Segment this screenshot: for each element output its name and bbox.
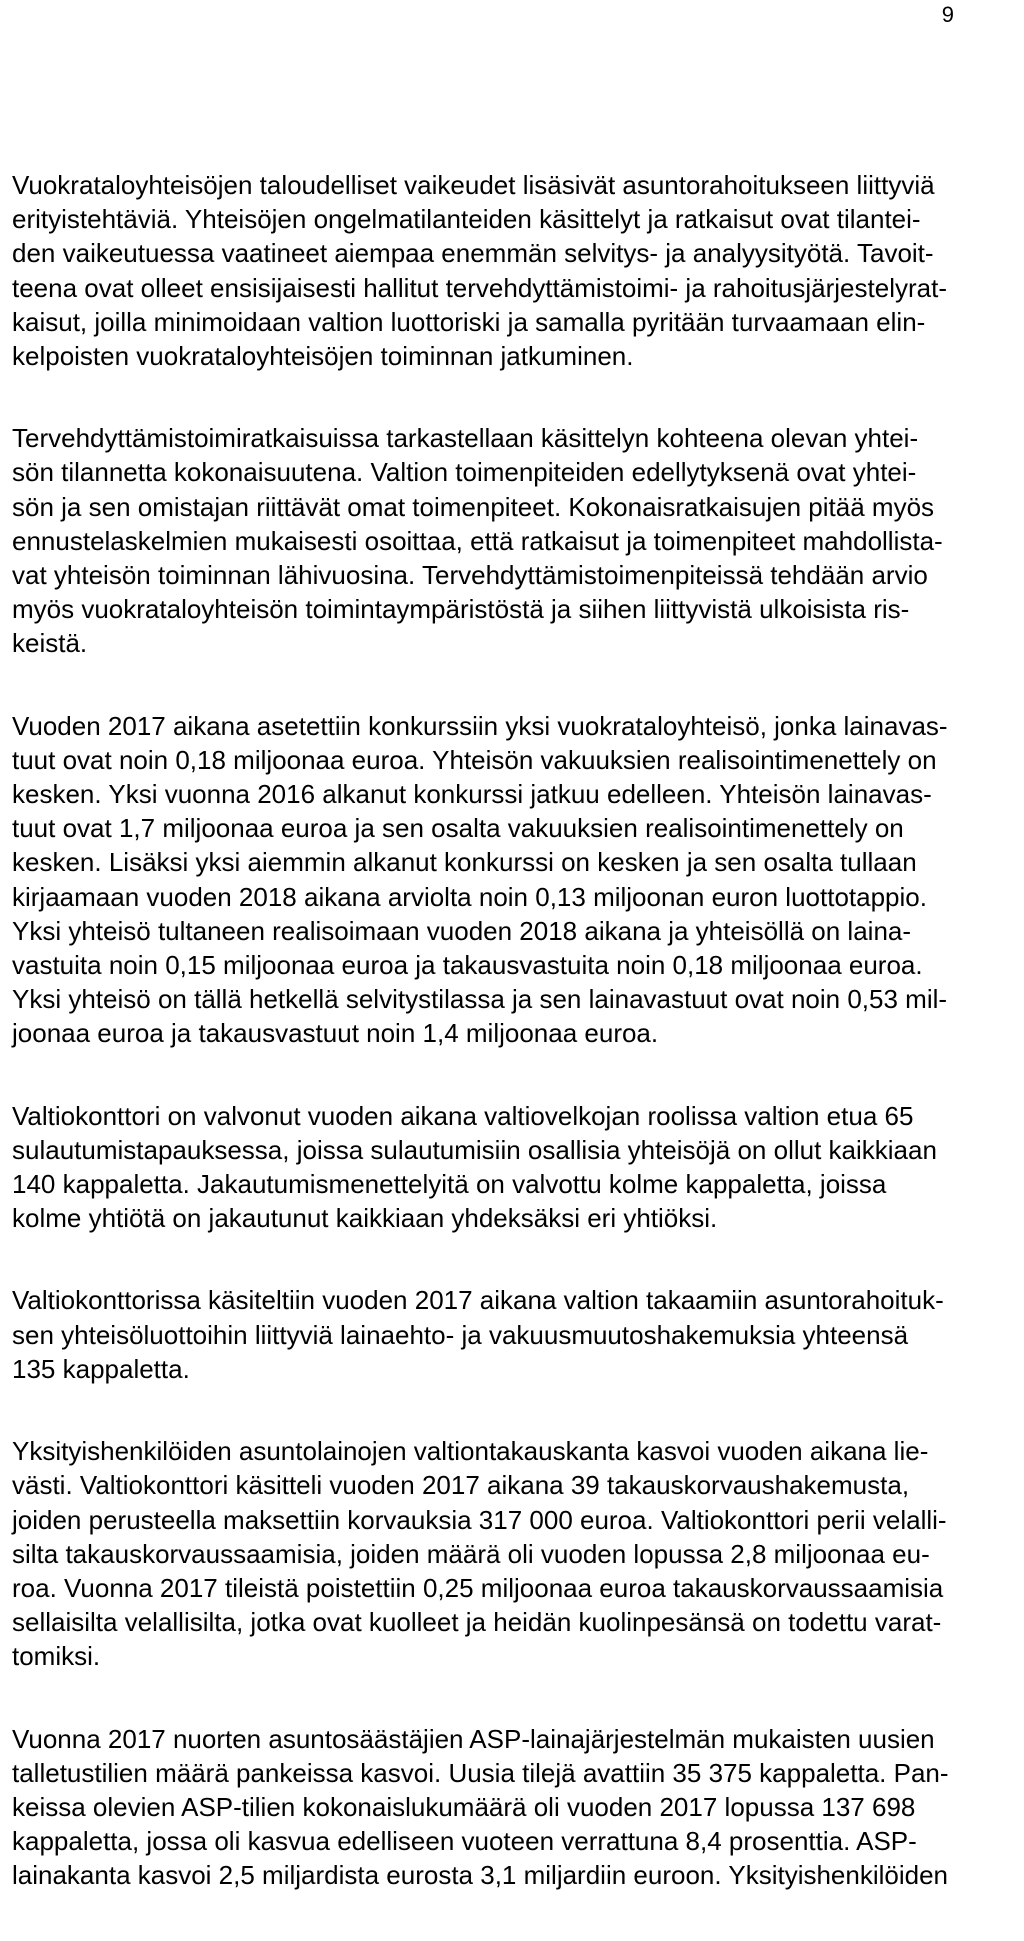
text-line: teena ovat olleet ensisijaisesti hallitut tervehdyttämistoimi- ja rahoitusjärjestelyrat- (12, 272, 947, 303)
text-line: Vuoden 2017 aikana asetettiin konkurssiin yksi vuokrataloyhteisö, jonka lainavas- (12, 710, 948, 741)
text-line: keistä. (12, 628, 88, 659)
text-line: joiden perusteella maksettiin korvauksia 317 000 euroa. Valtiokonttori perii velalli- (12, 1504, 947, 1535)
text-line: lainakanta kasvoi 2,5 miljardista eurosta 3,1 miljardiin euroon. Yksityishenkilöiden (12, 1860, 949, 1891)
text-line: vastuita noin 0,15 miljoonaa euroa ja takausvastuita noin 0,18 miljoonaa euroa. (12, 950, 923, 981)
text-line: erityistehtäviä. Yhteisöjen ongelmatilanteiden käsittelyt ja ratkaisut ovat tilantei- (12, 204, 921, 235)
text-line: roa. Vuonna 2017 tileistä poistettiin 0,25 miljoonaa euroa takauskorvaussaamisia (12, 1572, 944, 1603)
text-line: Tervehdyttämistoimiratkaisuissa tarkastellaan käsittelyn kohteena olevan yhtei- (12, 423, 919, 454)
text-line: kirjaamaan vuoden 2018 aikana arviolta noin 0,13 miljoonan euron luottotappio. (12, 881, 927, 912)
text-line: kaisut, joilla minimoidaan valtion luottoriski ja samalla pyritään turvaamaan elin- (12, 306, 926, 337)
text-line: kappaletta, jossa oli kasvua edelliseen vuoteen verrattuna 8,4 prosenttia. ASP- (12, 1826, 917, 1857)
paragraph (12, 709, 1012, 1051)
text-line: kelpoisten vuokrataloyhteisöjen toiminnan jatkuminen. (12, 341, 634, 372)
text-line: Valtiokonttori on valvonut vuoden aikana valtiovelkojan roolissa valtion etua 65 (12, 1100, 914, 1131)
text-line: sön tilannetta kokonaisuutena. Valtion toimenpiteiden edellytyksenä ovat yhtei- (12, 457, 917, 488)
text-line: talletustilien määrä pankeissa kasvoi. Uusia tilejä avattiin 35 375 kappaletta. Pan- (12, 1757, 949, 1788)
text-line: sulautumistapauksessa, joissa sulautumisiin osallisia yhteisöjä on ollut kaikkiaan (12, 1134, 937, 1165)
paragraph (12, 1099, 1012, 1236)
text-line: Yksi yhteisö tultaneen realisoimaan vuoden 2018 aikana ja yhteisöllä on laina- (12, 915, 912, 946)
text-line: Vuokrataloyhteisöjen taloudelliset vaikeudet lisäsivät asuntorahoitukseen liittyviä (12, 170, 935, 200)
body-text (12, 168, 1012, 1941)
text-line: sellaisilta velallisilta, jotka ovat kuolleet ja heidän kuolinpesänsä on todettu varat- (12, 1607, 942, 1638)
text-line: kesken. Lisäksi yksi aiemmin alkanut konkurssi on kesken ja sen osalta tullaan (12, 847, 917, 878)
page-number: 9 (941, 2, 954, 27)
paragraph (12, 1722, 1012, 1893)
text-line: vat yhteisön toiminnan lähivuosina. Tervehdyttämistoimenpiteissä tehdään arvio (12, 560, 928, 591)
text-line: tuut ovat noin 0,18 miljoonaa euroa. Yhteisön vakuuksien realisointimenettely on (12, 744, 937, 775)
text-line: 135 kappaletta. (12, 1353, 190, 1384)
text-line: keissa olevien ASP-tilien kokonaislukumäärä oli vuoden 2017 lopussa 137 698 (12, 1791, 916, 1822)
text-line: Yksi yhteisö on tällä hetkellä selvitystilassa ja sen lainavastuut ovat noin 0,53 mil- (12, 984, 948, 1015)
paragraph (12, 421, 1012, 660)
text-line: tuut ovat 1,7 miljoonaa euroa ja sen osalta vakuuksien realisointimenettely on (12, 813, 904, 844)
text-line: 140 kappaletta. Jakautumismenettelyitä on valvottu kolme kappaletta, joissa (12, 1169, 887, 1200)
text-line: silta takauskorvaussaamisia, joiden määrä oli vuoden lopussa 2,8 miljoonaa eu- (12, 1538, 930, 1569)
text-line: Valtiokonttorissa käsiteltiin vuoden 2017 aikana valtion takaamiin asuntorahoituk- (12, 1285, 944, 1316)
text-line: sön ja sen omistajan riittävät omat toimenpiteet. Kokonaisratkaisujen pitää myös (12, 491, 935, 522)
text-line: västi. Valtiokonttori käsitteli vuoden 2017 aikana 39 takauskorvaushakemusta, (12, 1470, 910, 1501)
text-line: Vuonna 2017 nuorten asuntosäästäjien ASP-lainajärjestelmän mukaisten uusien (12, 1723, 935, 1754)
text-line: kolme yhtiötä on jakautunut kaikkiaan yhdeksäksi eri yhtiöksi. (12, 1203, 718, 1234)
paragraph (12, 1434, 1012, 1673)
text-line: joonaa euroa ja takausvastuut noin 1,4 miljoonaa euroa. (12, 1018, 659, 1049)
text-line: den vaikeutuessa vaatineet aiempaa enemmän selvitys- ja analyysityötä. Tavoit- (12, 238, 934, 269)
text-line: myös vuokrataloyhteisön toimintaympäristöstä ja siihen liittyvistä ulkoisista ris- (12, 594, 910, 625)
text-line: kesken. Yksi vuonna 2016 alkanut konkurssi jatkuu edelleen. Yhteisön lainavas- (12, 779, 932, 810)
text-line: tomiksi. (12, 1641, 101, 1672)
paragraph (12, 168, 1012, 373)
text-line: ennustelaskelmien mukaisesti osoittaa, että ratkaisut ja toimenpiteet mahdollista- (12, 525, 943, 556)
text-line: sen yhteisöluottoihin liittyviä lainaehto- ja vakuusmuutoshakemuksia yhteensä (12, 1319, 909, 1350)
text-line: Yksityishenkilöiden asuntolainojen valtiontakauskanta kasvoi vuoden aikana lie- (12, 1436, 929, 1467)
paragraph (12, 1283, 1012, 1386)
